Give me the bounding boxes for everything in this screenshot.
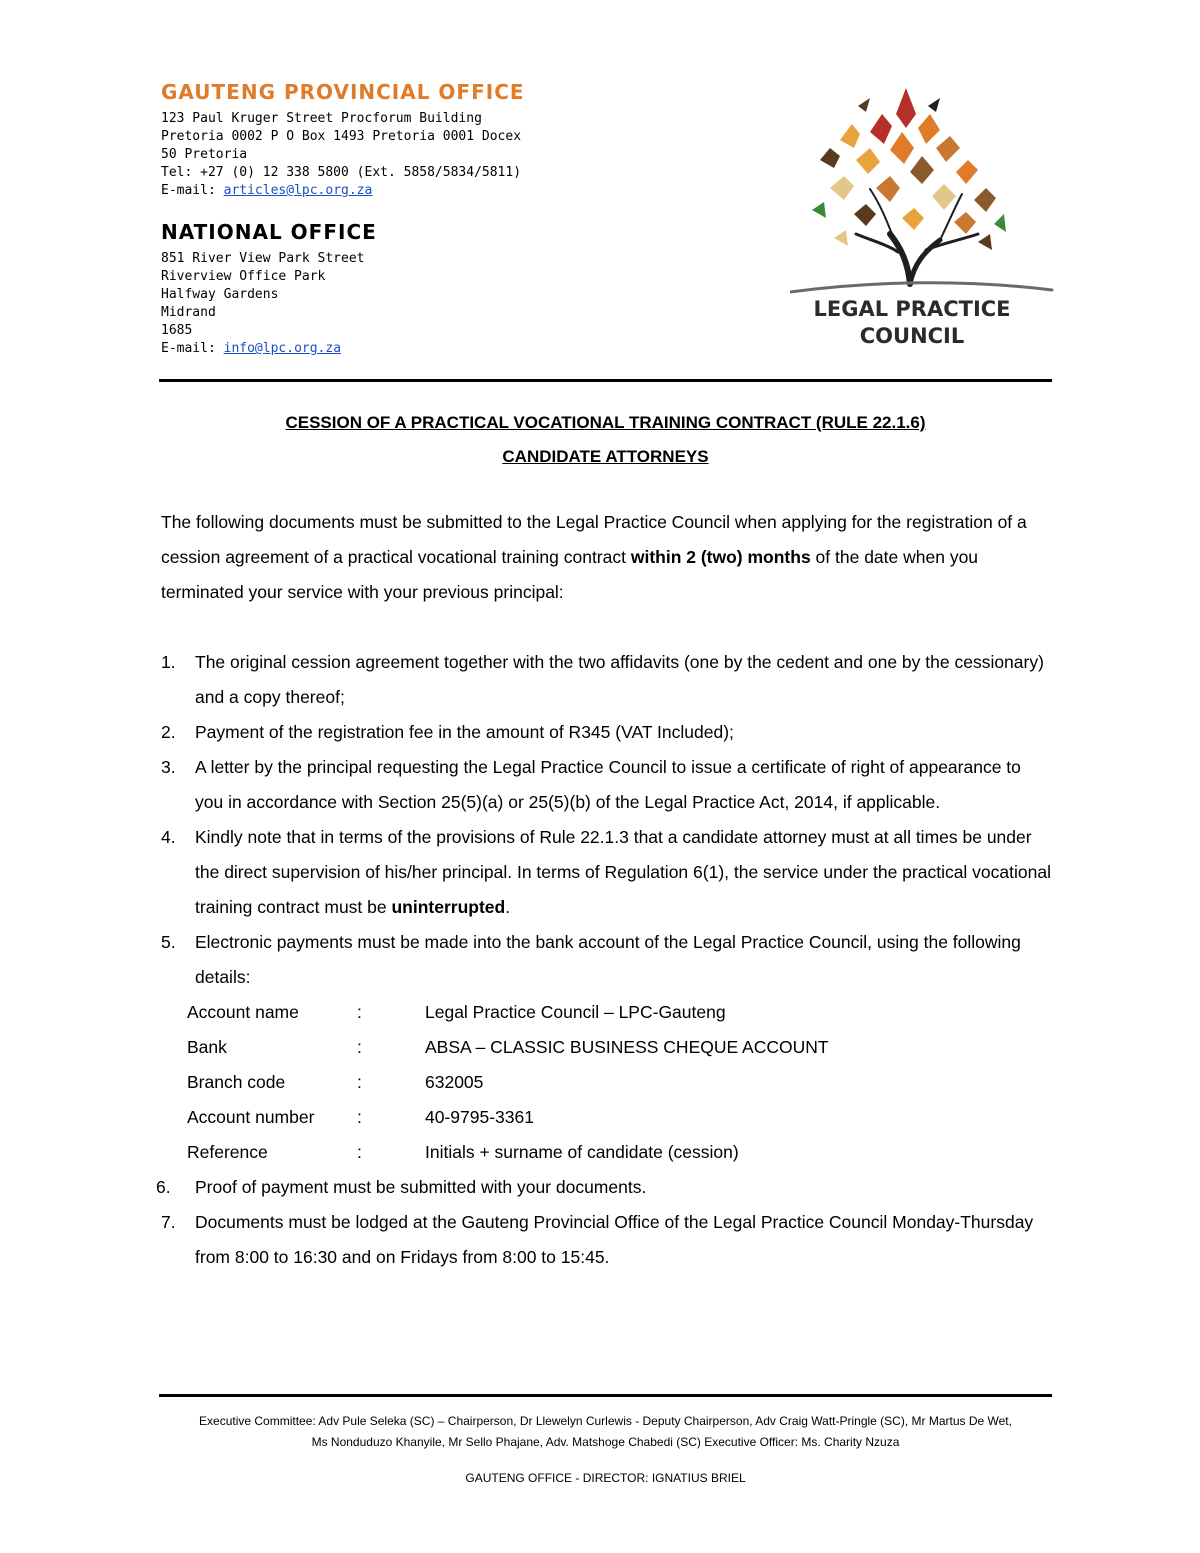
national-email-link[interactable]: info@lpc.org.za bbox=[223, 341, 342, 356]
item-text: Documents must be lodged at the Gauteng Provincial Office of the Legal Practice Council Monday-Thursday from 8:00 to 16:30 and on Fridays from 8:00 to 15:45. bbox=[195, 1212, 1034, 1267]
intro-text: The following documents must be submitted to the Legal Practice Council when applying for the registration of a cession agreement of a practical vocational training contract bbox=[161, 512, 1027, 567]
legal-practice-council-logo bbox=[790, 84, 1060, 374]
bank-label: Account number bbox=[187, 1107, 315, 1127]
list-item bbox=[161, 820, 1051, 925]
national-office-block bbox=[161, 220, 781, 358]
list-item bbox=[156, 1170, 1051, 1205]
bank-value: ABSA – CLASSIC BUSINESS CHEQUE ACCOUNT bbox=[425, 1037, 829, 1057]
bank-separator: : bbox=[357, 1107, 362, 1127]
email-label: E-mail: bbox=[161, 183, 224, 198]
table-row bbox=[187, 1100, 829, 1135]
item-text: . bbox=[505, 897, 511, 917]
table-row bbox=[187, 1030, 829, 1065]
item-text: Proof of payment must be submitted with your documents. bbox=[195, 1177, 647, 1197]
email-label: E-mail: bbox=[161, 341, 224, 356]
item-number: 6. bbox=[156, 1177, 171, 1197]
document-title-line2: CANDIDATE ATTORNEYS bbox=[502, 447, 709, 466]
tree-trunk-icon bbox=[790, 189, 1052, 292]
provincial-office-block bbox=[161, 80, 781, 200]
item-text: A letter by the principal requesting the Legal Practice Council to issue a certificate of right of appearance to you in accordance with Section 25(5)(a) or 25(5)(b) of the Legal Practice Act, 2014, if applicable. bbox=[195, 757, 1021, 812]
bank-label: Branch code bbox=[187, 1072, 286, 1092]
list-item bbox=[161, 925, 1051, 1170]
footer-line: Executive Committee: Adv Pule Seleka (SC) – Chairperson, Dr Llewelyn Curlewis - Deputy Chairperson, Adv Craig Watt-Pringle (SC), Mr Martus De Wet, bbox=[199, 1414, 1012, 1428]
footer-director: GAUTENG OFFICE - DIRECTOR: IGNATIUS BRIEL bbox=[465, 1471, 746, 1485]
bank-label: Reference bbox=[187, 1142, 268, 1162]
item-emphasis: uninterrupted bbox=[391, 897, 506, 917]
item-text: Kindly note that in terms of the provisions of Rule 22.1.3 that a candidate attorney must at all times be under the direct supervision of his/her principal. In terms of Regulation 6(1), the service under the practical vocational training contract must be bbox=[195, 827, 1051, 917]
table-row bbox=[187, 995, 829, 1030]
letterhead-addresses bbox=[161, 80, 781, 358]
bank-separator: : bbox=[357, 1002, 362, 1022]
national-address-line: Midrand bbox=[161, 305, 216, 320]
provincial-email-link[interactable]: articles@lpc.org.za bbox=[223, 183, 373, 198]
intro-deadline: within 2 (two) months bbox=[630, 547, 811, 567]
item-text: Electronic payments must be made into the bank account of the Legal Practice Council, using the following details: bbox=[195, 932, 1021, 987]
item-number: 7. bbox=[161, 1212, 176, 1232]
item-number: 5. bbox=[161, 932, 176, 952]
executive-committee-footer bbox=[159, 1411, 1052, 1453]
document-title bbox=[159, 406, 1052, 474]
intro-text: of the date when you terminated your service with your previous principal: bbox=[161, 547, 979, 602]
item-number: 3. bbox=[161, 757, 176, 777]
tree-leaves-icon bbox=[812, 88, 1006, 250]
bank-value: Legal Practice Council – LPC-Gauteng bbox=[425, 1002, 726, 1022]
table-row bbox=[187, 1065, 829, 1100]
provincial-telephone: Tel: +27 (0) 12 338 5800 (Ext. 5858/5834/5811) bbox=[161, 165, 522, 180]
bank-value: 632005 bbox=[425, 1072, 484, 1092]
bank-value: Initials + surname of candidate (cession) bbox=[425, 1142, 739, 1162]
list-item bbox=[161, 1205, 1051, 1275]
bank-separator: : bbox=[357, 1037, 362, 1057]
national-address-line: Halfway Gardens bbox=[161, 287, 279, 302]
provincial-address-line: 50 Pretoria bbox=[161, 147, 248, 162]
national-email-row bbox=[161, 340, 781, 358]
requirements-list bbox=[156, 645, 1051, 1275]
list-item bbox=[161, 715, 1051, 750]
provincial-address-line: Pretoria 0002 P O Box 1493 Pretoria 0001 Docex bbox=[161, 129, 522, 144]
item-text: Payment of the registration fee in the amount of R345 (VAT Included); bbox=[195, 722, 734, 742]
bank-label: Bank bbox=[187, 1037, 227, 1057]
national-address-line: 1685 bbox=[161, 323, 193, 338]
footer-divider bbox=[159, 1394, 1052, 1397]
bank-separator: : bbox=[357, 1072, 362, 1092]
bank-label: Account name bbox=[187, 1002, 299, 1022]
logo-text-line1: LEGAL PRACTICE bbox=[813, 297, 1011, 321]
bank-value: 40-9795-3361 bbox=[425, 1107, 534, 1127]
footer-line: Ms Nonduduzo Khanyile, Mr Sello Phajane, Adv. Matshoge Chabedi (SC) Executive Officer: Ms. Charity Nzuza bbox=[311, 1435, 900, 1449]
list-item bbox=[161, 750, 1051, 820]
national-address-line: 851 River View Park Street bbox=[161, 251, 365, 266]
bank-details-table bbox=[187, 995, 829, 1170]
provincial-address-line: 123 Paul Kruger Street Procforum Building bbox=[161, 111, 482, 126]
provincial-office-title: GAUTENG PROVINCIAL OFFICE bbox=[161, 80, 525, 104]
item-number: 4. bbox=[161, 827, 176, 847]
bank-separator: : bbox=[357, 1142, 362, 1162]
item-text: The original cession agreement together with the two affidavits (one by the cedent and one by the cessionary) and a copy thereof; bbox=[195, 652, 1044, 707]
header-divider bbox=[159, 379, 1052, 382]
list-item bbox=[161, 645, 1051, 715]
national-address-line: Riverview Office Park bbox=[161, 269, 326, 284]
logo-text-line2: COUNCIL bbox=[859, 324, 965, 348]
provincial-email-row bbox=[161, 182, 781, 200]
national-office-title: NATIONAL OFFICE bbox=[161, 220, 377, 244]
document-title-line1: CESSION OF A PRACTICAL VOCATIONAL TRAINING CONTRACT (RULE 22.1.6) bbox=[285, 413, 926, 432]
item-number: 1. bbox=[161, 652, 176, 672]
item-number: 2. bbox=[161, 722, 176, 742]
table-row bbox=[187, 1135, 829, 1170]
intro-paragraph bbox=[161, 505, 1041, 610]
